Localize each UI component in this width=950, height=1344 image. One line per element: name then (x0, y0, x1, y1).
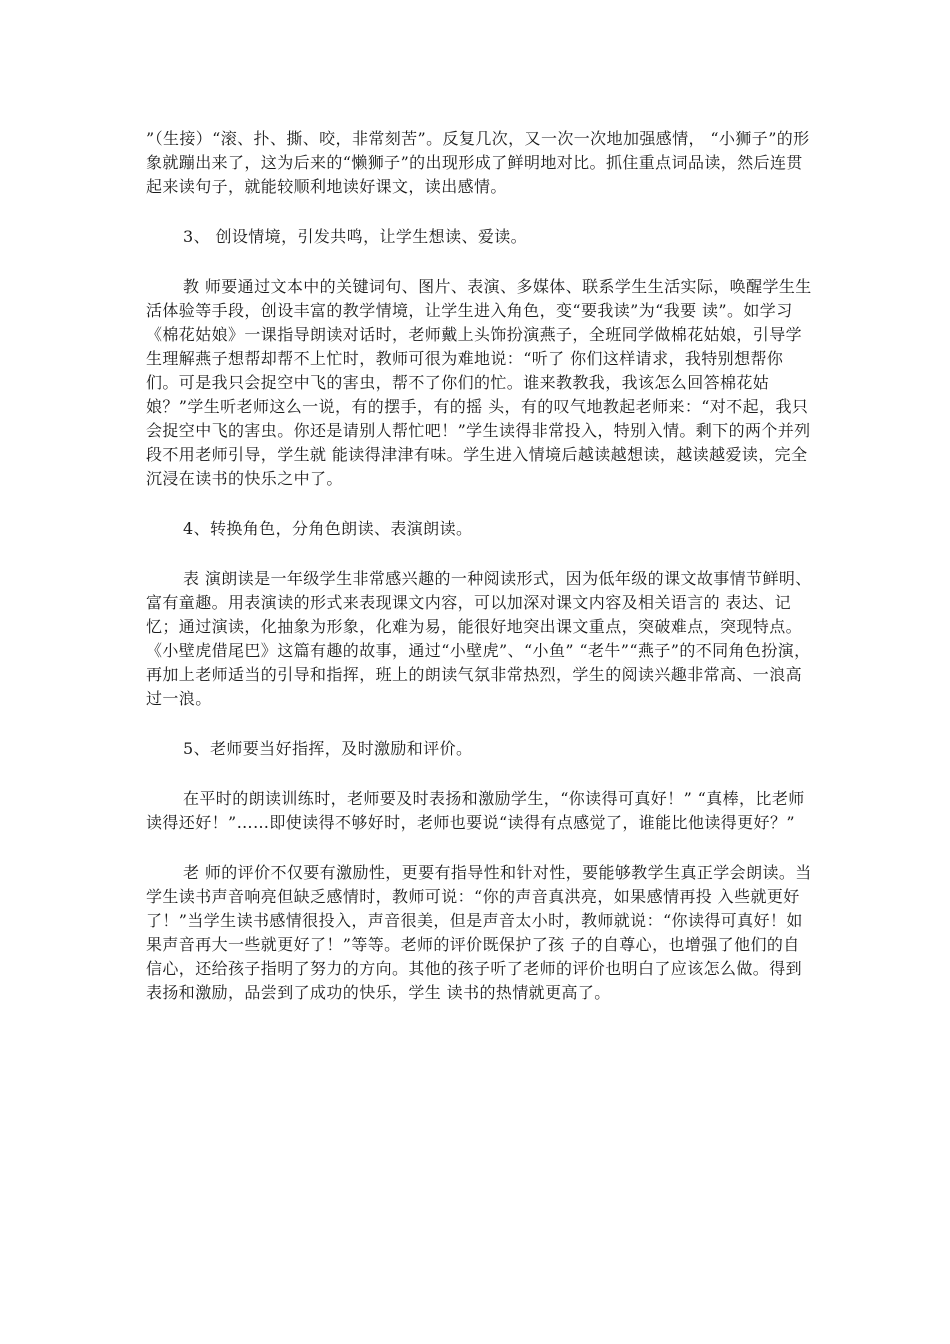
section-heading-3: 3、 创设情境，引发共鸣，让学生想读、爱读。 (183, 227, 528, 246)
paragraph-5: 老 师的评价不仅要有激励性，更要有指导性和针对性，要能够教学生真正学会朗读。当学生读书声音响亮但缺乏感情时，教师可说：“你的声音真洪亮，如果感情再投 入些就更好了！”当学生读书感情很投入，声音很美，但是声音太小时，教师就说：“你读得可真好！如果声音再大一些就更好了！”等等。老师的评价既保护了孩 子的自尊心，也增强了他们的自信心，还给孩子指明了努力的方向。其他的孩子听了老师的评价也明白了应该怎么做。得到表扬和激励，品尝到了成功的快乐，学生 读书的热情就更高了。 (146, 863, 812, 1002)
paragraph-4: 在平时的朗读训练时，老师要及时表扬和激励学生，“你读得可真好！” “真棒，比老师读得还好！”……即使读得不够好时，老师也要说“读得有点感觉了，谁能比他读得更好？” (146, 789, 805, 832)
document-body (146, 127, 812, 1031)
section-heading-5: 5、老师要当好指挥，及时激励和评价。 (183, 739, 473, 758)
paragraph-3: 表 演朗读是一年级学生非常感兴趣的一种阅读形式，因为低年级的课文故事情节鲜明、富有童趣。用表演读的形式来表现课文内容，可以加深对课文内容及相关语言的 表达、记忆；通过演读，化抽象为形象，化难为易，能很好地突出课文重点，突破难点，突现特点。《小壁虎借尾巴》这篇有趣的故事，通过“小壁虎”、“小鱼” “老牛”“燕子”的不同角色扮演，再加上老师适当的引导和指挥，班上的朗读气氛非常热烈，学生的阅读兴趣非常高、一浪高过一浪。 (146, 569, 812, 708)
section-heading-4: 4、转换角色，分角色朗读、表演朗读。 (183, 519, 473, 538)
paragraph-2: 教 师要通过文本中的关键词句、图片、表演、多媒体、联系学生生活实际，唤醒学生生活体验等手段，创设丰富的教学情境，让学生进入角色，变“要我读”为“我要 读”。如学习《棉花姑娘》一课指导朗读对话时，老师戴上头饰扮演燕子，全班同学做棉花姑娘，引导学生理解燕子想帮却帮不上忙时，教师可很为难地说：“听了 你们这样请求，我特别想帮你们。可是我只会捉空中飞的害虫，帮不了你们的忙。谁来教教我，我该怎么回答棉花姑娘？”学生听老师这么一说，有的摆手，有的摇 头，有的叹气地教起老师来：“对不起，我只会捉空中飞的害虫。你还是请别人帮忙吧！”学生读得非常投入，特别入情。剩下的两个并列段不用老师引导，学生就 能读得津津有味。学生进入情境后越读越想读，越读越爱读，完全沉浸在读书的快乐之中了。 (146, 277, 812, 488)
paragraph-1: ”（生接）“滚、扑、撕、咬，非常刻苦”。反复几次，又一次一次地加强感情， “小狮子”的形象就蹦出来了，这为后来的“懒狮子”的出现形成了鲜明地对比。抓住重点词品读，然后连贯起来读句子，就能较顺利地读好课文，读出感情。 (146, 129, 810, 196)
